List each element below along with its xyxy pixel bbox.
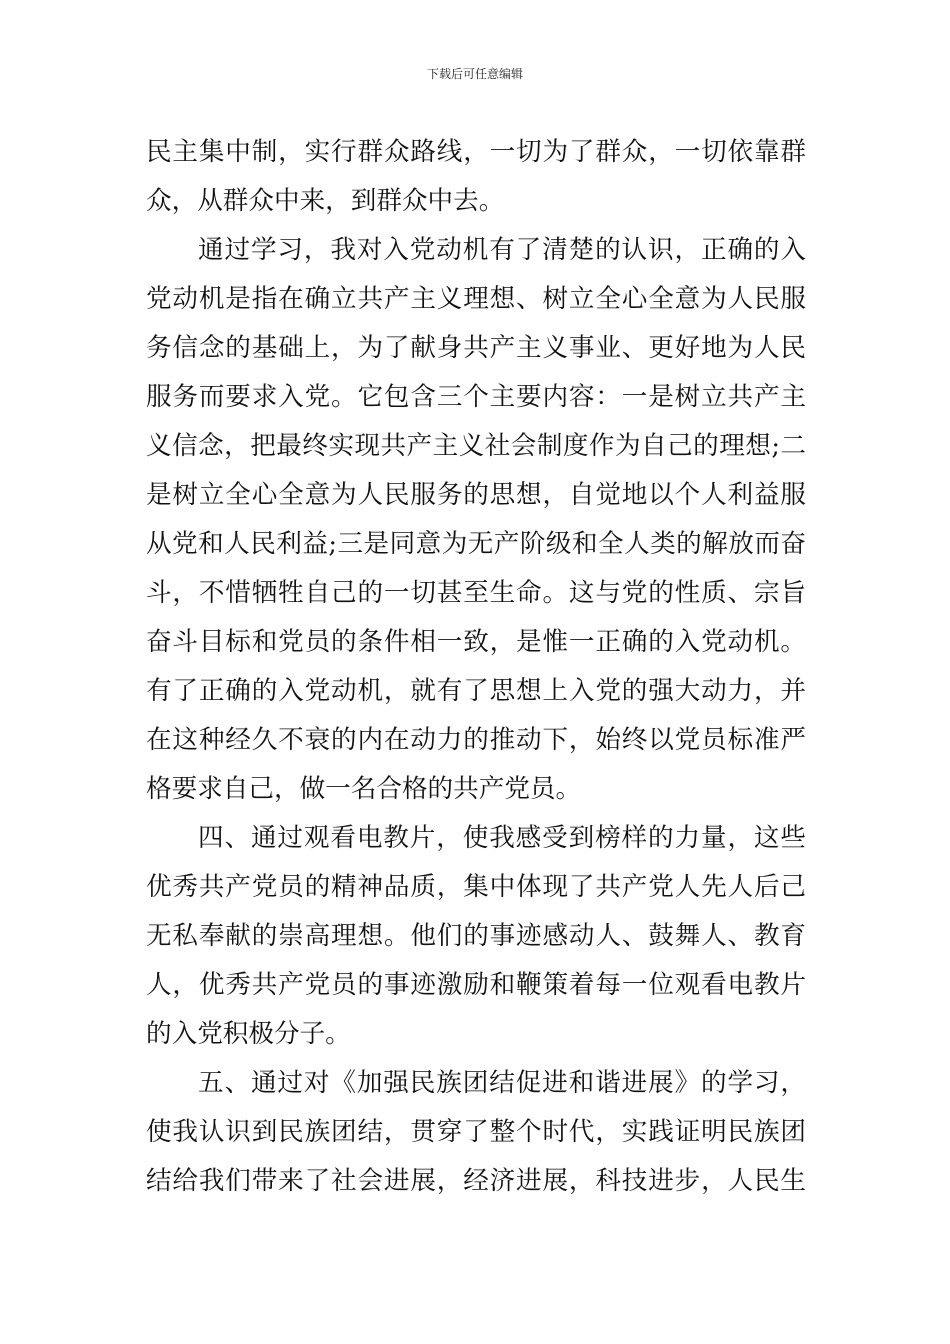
text-line: 四、通过观看电教片，使我感受到榜样的力量，这些 bbox=[198, 823, 806, 853]
text-line: 格要求自己，做一名合格的共产党员。 bbox=[146, 774, 582, 804]
text-line: 在这种经久不衰的内在动力的推动下，始终以党员标准严 bbox=[146, 725, 806, 755]
text-line: 民主集中制，实行群众路线，一切为了群众，一切依靠群 bbox=[146, 137, 806, 167]
text-line: 人，优秀共产党员的事迹激励和鞭策着每一位观看电教片 bbox=[146, 970, 806, 1000]
text-line: 党动机是指在确立共产主义理想、树立全心全意为人民服 bbox=[146, 284, 806, 314]
text-line: 奋斗目标和党员的条件相一致，是惟一正确的入党动机。 bbox=[146, 627, 806, 657]
page-header-note: 下载后可任意编辑 bbox=[426, 67, 523, 81]
text-line: 使我认识到民族团结，贯穿了整个时代，实践证明民族团 bbox=[146, 1117, 806, 1147]
text-line: 无私奉献的崇高理想。他们的事迹感动人、鼓舞人、教育 bbox=[146, 921, 806, 951]
text-line: 义信念，把最终实现共产主义社会制度作为自己的理想;二 bbox=[146, 431, 806, 461]
text-line: 斗，不惜牺牲自己的一切甚至生命。这与党的性质、宗旨 bbox=[146, 578, 806, 608]
text-line: 的入党积极分子。 bbox=[146, 1019, 351, 1049]
text-line: 通过学习，我对入党动机有了清楚的认识，正确的入 bbox=[198, 235, 806, 265]
text-line: 优秀共产党员的精神品质，集中体现了共产党人先人后己 bbox=[146, 872, 806, 902]
text-line: 结给我们带来了社会进展，经济进展，科技进步，人民生 bbox=[146, 1166, 806, 1196]
text-line: 五、通过对《加强民族团结促进和谐进展》的学习， bbox=[198, 1068, 806, 1098]
text-line: 有了正确的入党动机，就有了思想上入党的强大动力，并 bbox=[146, 676, 806, 706]
text-line: 众，从群众中来，到群众中去。 bbox=[146, 186, 505, 216]
text-line: 从党和人民利益;三是同意为无产阶级和全人类的解放而奋 bbox=[146, 529, 806, 559]
text-line: 是树立全心全意为人民服务的思想，自觉地以个人利益服 bbox=[146, 480, 806, 510]
text-line: 服务而要求入党。它包含三个主要内容：一是树立共产主 bbox=[146, 382, 806, 412]
text-line: 务信念的基础上，为了献身共产主义事业、更好地为人民 bbox=[146, 333, 806, 363]
document-body bbox=[146, 128, 806, 1206]
